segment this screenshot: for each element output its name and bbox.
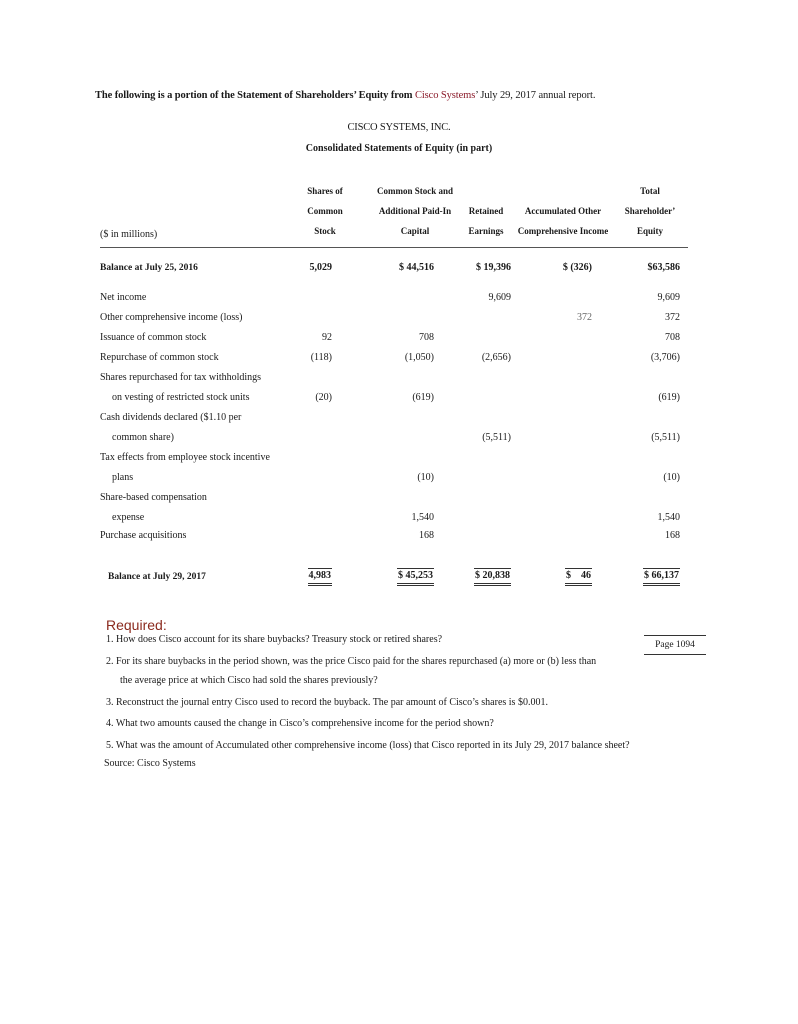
- brand-link-cisco[interactable]: Cisco Systems: [414, 90, 476, 101]
- required-heading: Required:: [106, 617, 167, 633]
- statement-title: Consolidated Statements of Equity (in part): [305, 143, 493, 154]
- table-row-continuation: plans (10) (10): [112, 472, 680, 483]
- question-1: 1. How does Cisco account for its share buybacks? Treasury stock or retired shares?: [106, 634, 443, 645]
- table-row: Share-based compensation: [100, 492, 207, 503]
- table-row: Other comprehensive income (loss) 372 372: [100, 312, 680, 323]
- table-row: Shares repurchased for tax withholdings: [100, 372, 262, 383]
- question-5: 5. What was the amount of Accumulated other comprehensive income (loss) that Cisco reported in its July 29, 2017 balance sheet?: [106, 740, 630, 751]
- table-row: Cash dividends declared ($1.10 per: [100, 412, 242, 423]
- column-header-apic: Common Stock and Additional Paid-In Capital: [376, 186, 453, 236]
- question-3: 3. Reconstruct the journal entry Cisco used to record the buyback. The par amount of Cisco’s shares is $0.001.: [106, 697, 548, 708]
- intro-prefix: The following is a portion of the Statement of Shareholders’ Equity from: [95, 90, 415, 101]
- intro-suffix: ’ July 29, 2017 annual report.: [475, 90, 596, 101]
- table-row: Net income 9,609 9,609: [100, 292, 680, 303]
- table-row: Tax effects from employee stock incentive: [100, 452, 270, 463]
- company-name: CISCO SYSTEMS, INC.: [347, 122, 451, 133]
- table-row: Repurchase of common stock (118) (1,050) (2,656) (3,706): [100, 352, 680, 363]
- question-2-continuation: the average price at which Cisco had sold the shares previously?: [120, 675, 378, 686]
- column-header-retained-earnings: Retained Earnings: [468, 206, 504, 236]
- question-4: 4. What two amounts caused the change in Cisco’s comprehensive income for the period shown?: [106, 718, 494, 729]
- intro-sentence: [95, 90, 595, 101]
- question-2: 2. For its share buybacks in the period shown, was the price Cisco paid for the shares repurchased (a) more or (b) less than: [106, 656, 597, 667]
- column-header-aoci: Accumulated Other Comprehensive Income: [517, 206, 609, 236]
- table-row: Issuance of common stock 92 708 708: [100, 332, 680, 343]
- source-note: Source: Cisco Systems: [104, 758, 196, 769]
- table-row-opening-balance: Balance at July 25, 2016 5,029 $ 44,516 $ 19,396 $ (326) $63,586: [100, 262, 680, 273]
- table-row-continuation: common share) (5,511) (5,511): [112, 432, 680, 443]
- column-header-shares: Shares of Common Stock: [307, 186, 343, 236]
- table-row: Purchase acquisitions 168 168: [100, 530, 680, 541]
- column-header-total-equity: Total Shareholder’ Equity: [624, 186, 676, 236]
- table-row-continuation: expense 1,540 1,540: [112, 512, 680, 523]
- table-row-closing-balance: Balance at July 29, 2017 4,983 $ 45,253 $ 20,838 $ 46 $ 66,137: [0, 568, 798, 586]
- table-row-continuation: on vesting of restricted stock units (20) (619) (619): [112, 392, 680, 403]
- header-divider: [100, 247, 688, 248]
- units-label: ($ in millions): [100, 229, 158, 240]
- page-reference: Page 1094: [644, 635, 706, 655]
